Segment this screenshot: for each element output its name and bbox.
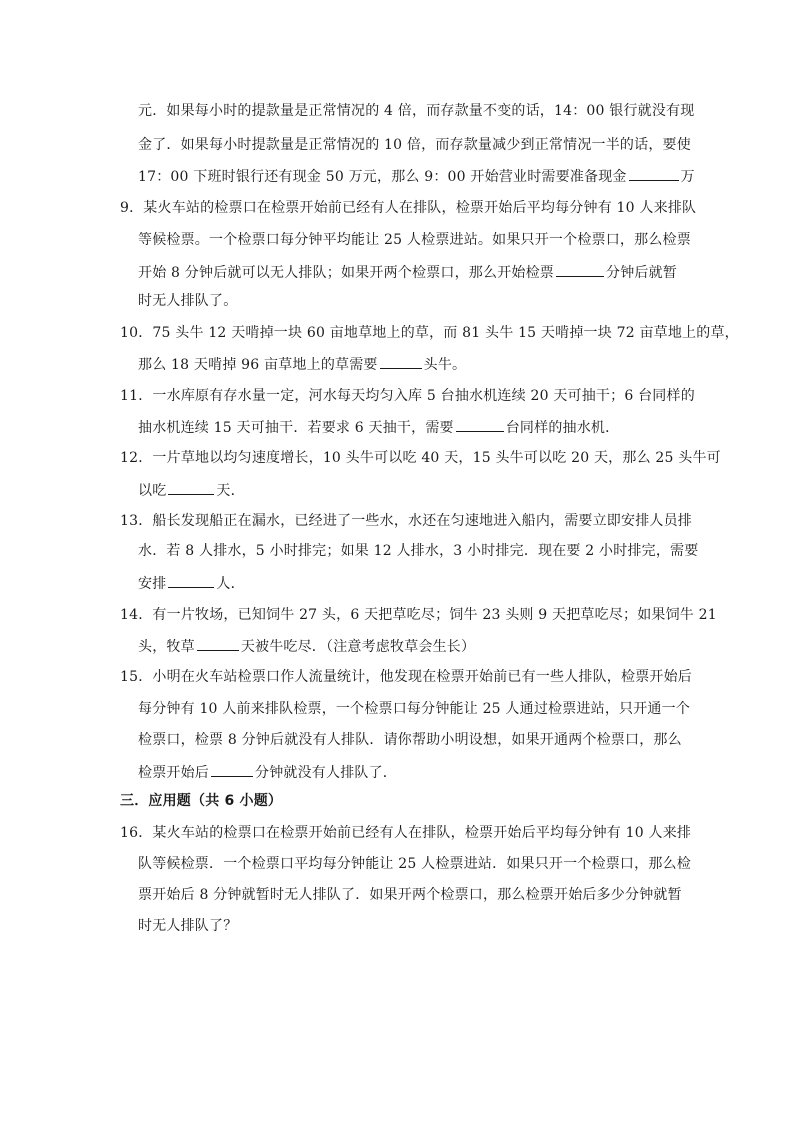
q10-line-2-end: 头牛。 [423, 357, 467, 373]
answer-blank[interactable] [456, 417, 504, 432]
q12-line-2-end: 天． [216, 483, 245, 499]
q15-line-4-text: 检票开始后 [138, 765, 209, 781]
q9-line-4: 时无人排队了。 [138, 293, 238, 309]
q9-line-3 [138, 262, 677, 282]
q8-line-3-unit: 万 [680, 169, 695, 185]
q13-line-3 [138, 573, 245, 593]
q14-line-1: 14．有一片牧场，已知饲牛 27 头，6 天把草吃尽；饲牛 23 头则 9 天把草吃尽；如果饲牛 21 [120, 607, 717, 623]
answer-blank[interactable] [168, 573, 214, 588]
q11-line-2-end: 台同样的抽水机． [505, 420, 620, 436]
q16-line-1: 16．某火车站的检票口在检票开始前已经有人在排队，检票开始后平均每分钟有 10 人来排 [120, 825, 692, 841]
q12-line-2 [138, 480, 245, 500]
q10-line-2 [138, 354, 466, 374]
q16-line-3: 票开始后 8 分钟就暂时无人排队了．如果开两个检票口，那么检票开始后多少分钟就暂 [138, 887, 682, 903]
q11-line-2-text: 抽水机连续 15 天可抽干．若要求 6 天抽干，需要 [138, 420, 454, 436]
q9-line-1: 9．某火车站的检票口在检票开始前已经有人在排队，检票开始后平均每分钟有 10 人来排队 [120, 200, 697, 216]
answer-blank[interactable] [168, 480, 214, 495]
q14-line-2-text: 头，牧草 [138, 639, 195, 655]
q12-line-2-text: 以吃 [138, 483, 167, 499]
answer-blank[interactable] [556, 262, 604, 277]
q8-line-3-text: 17：00 下班时银行还有现金 50 万元，那么 9：00 开始营业时需要准备现金 [138, 169, 627, 185]
q11-line-2 [138, 417, 619, 437]
q10-line-2-text: 那么 18 天啃掉 96 亩草地上的草需要 [138, 357, 378, 373]
q16-line-4: 时无人排队了？ [138, 918, 238, 934]
q10-line-1: 10．75 头牛 12 天啃掉一块 60 亩地草地上的草，而 81 头牛 15 天啃掉一块 72 亩草地上的草， [120, 325, 739, 341]
section-heading: 三．应用题（共 6 小题） [120, 793, 283, 809]
q15-line-4 [138, 762, 397, 782]
answer-blank[interactable] [211, 762, 253, 777]
q11-line-1: 11．一水库原有存水量一定，河水每天均匀入库 5 台抽水机连续 20 天可抽干；6 台同样的 [120, 388, 695, 404]
q14-line-2 [138, 636, 475, 656]
q16-line-2: 队等候检票．一个检票口平均每分钟能让 25 人检票进站．如果只开一个检票口，那么检 [138, 856, 691, 872]
q13-line-2: 水．若 8 人排水，5 小时排完；如果 12 人排水，3 小时排完．现在要 2 小时排完，需要 [138, 543, 699, 559]
q13-line-1: 13．船长发现船正在漏水，已经进了一些水，水还在匀速地进入船内，需要立即安排人员排 [120, 513, 693, 529]
q8-line-3 [138, 166, 695, 186]
q9-line-2: 等候检票。一个检票口每分钟平均能让 25 人检票进站。如果只开一个检票口，那么检票 [138, 232, 691, 248]
q14-line-2-end: 天被牛吃尽．（注意考虑牧草会生长） [240, 639, 476, 655]
q12-line-1: 12．一片草地以均匀速度增长，10 头牛可以吃 40 天，15 头牛可以吃 20 天，那么 25 头牛可 [120, 450, 721, 466]
q9-line-3-text: 开始 8 分钟后就可以无人排队；如果开两个检票口，那么开始检票 [138, 265, 555, 281]
answer-blank[interactable] [380, 354, 422, 369]
q13-line-3-text: 安排 [138, 576, 167, 592]
q15-line-3: 检票口，检票 8 分钟后就没有人排队．请你帮助小明设想，如果开通两个检票口，那么 [138, 732, 682, 748]
answer-blank[interactable] [197, 636, 239, 651]
q15-line-2: 每分钟有 10 人前来排队检票，一个检票口每分钟能让 25 人通过检票进站，只开通一个 [138, 701, 691, 717]
answer-blank[interactable] [629, 166, 679, 181]
q15-line-1: 15．小明在火车站检票口作人流量统计，他发现在检票开始前已有一些人排队，检票开始后 [120, 669, 693, 685]
q13-line-3-end: 人． [216, 576, 245, 592]
q8-line-2: 金了．如果每小时提款量是正常情况的 10 倍，而存款量减少到正常情况一半的话，要使 [138, 137, 691, 153]
q9-line-3-end: 分钟后就暂 [606, 265, 678, 281]
q8-line-1: 元．如果每小时的提款量是正常情况的 4 倍，而存款量不变的话，14：00 银行就没有现 [138, 103, 695, 119]
q15-line-4-end: 分钟就没有人排队了． [255, 765, 397, 781]
